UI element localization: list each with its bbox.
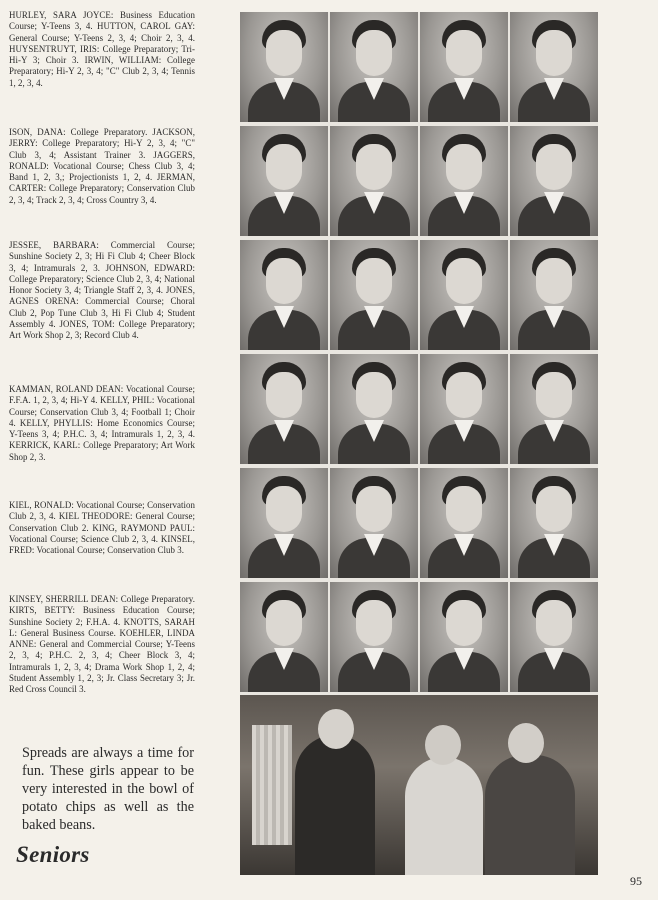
bio-block-6: KINSEY, SHERRILL DEAN: College Preparatory. KIRTS, BETTY: Business Education Course; Sunshine Society 2; F.H.A. 4. KNOTTS, SARAH L: General Business Course. KOEHLER, LINDA ANNE: General and Commercial Course; Y-Teens 2, 3, 4; P.H.C. 2, 3, 4; Cheer Block 3, 4; Intramurals 1, 2, 3, 4; Drama Work Shop 1, 2, 4; Student Assembly 1, 2, 3; Jr. Class Secretary 3; Jr. Red Cross Council 3. xyxy=(9,594,195,695)
student-portrait xyxy=(510,12,598,122)
bio-block-2: ISON, DANA: College Preparatory. JACKSON, JERRY: College Preparatory; Hi-Y 2, 3, 4; "C" Club 3, 4; Assistant Trainer 3. JAGGERS, RONALD: Vocational Course; Chess Club 3, 4; Band 1, 2, 3,; Projectionists 1, 2, 4. JERMAN, CARTER: College Preparatory; Conservation Club 2, 3, 4; Track 2, 3, 4; Cross Country 3, 4. xyxy=(9,127,195,205)
candid-photo xyxy=(240,695,598,875)
student-portrait xyxy=(330,12,418,122)
student-portrait xyxy=(240,240,328,350)
student-portrait xyxy=(330,240,418,350)
student-portrait xyxy=(420,354,508,464)
student-portrait xyxy=(330,468,418,578)
student-portrait xyxy=(330,354,418,464)
student-portrait xyxy=(510,126,598,236)
bio-block-5: KIEL, RONALD: Vocational Course; Conservation Club 2, 3, 4. KIEL THEODORE: General Course; Conservation Club 2. KING, RAYMOND PAUL: Vocational Course; Science Club 2, 3, 4. KINSEL, FRED: Vocational Course; Conservation Club 3. xyxy=(9,500,195,556)
student-portrait xyxy=(510,240,598,350)
portrait-grid xyxy=(240,12,598,696)
student-portrait xyxy=(420,240,508,350)
student-portrait xyxy=(240,354,328,464)
student-portrait xyxy=(510,582,598,692)
section-title: Seniors xyxy=(16,842,90,867)
student-portrait xyxy=(330,582,418,692)
page-number: 95 xyxy=(630,874,642,888)
student-portrait xyxy=(330,126,418,236)
student-portrait xyxy=(420,126,508,236)
bio-block-3: JESSEE, BARBARA: Commercial Course; Sunshine Society 2, 3; Hi Fi Club 4; Cheer Block 3, 4; Intramurals 2, 3. JOHNSON, EDWARD: College Preparatory; Science Club 2, 3, 4; National Honor Society 3, 4; Triangle Staff 2, 3, 4. JONES, AGNES ORENA: Commercial Course; Choral Club 2, Pop Tune Club 3, Hi Fi Club 4; Student Assembly 4. JONES, TOM: College Preparatory; Art Work Shop 2, 3; Record Club 4. xyxy=(9,240,195,341)
student-portrait xyxy=(510,354,598,464)
photo-caption: Spreads are always a time for fun. These girls appear to be very interested in the bowl of potato chips as well as the baked beans. xyxy=(22,745,194,833)
student-portrait xyxy=(240,582,328,692)
student-portrait xyxy=(240,468,328,578)
student-portrait xyxy=(510,468,598,578)
student-portrait xyxy=(420,468,508,578)
student-portrait xyxy=(420,12,508,122)
student-portrait xyxy=(240,12,328,122)
bio-block-4: KAMMAN, ROLAND DEAN: Vocational Course; F.F.A. 1, 2, 3, 4; Hi-Y 4. KELLY, PHIL: Vocational Course; Conservation Club 3, 4; Football 1; Choir 4. KELLY, PHYLLIS: Home Economics Course; Y-Teens 3, 4; P.H.C. 3, 4; Intramurals 1, 2, 3, 4. KERRICK, KARL: College Preparatory; Art Work Shop 2, 3. xyxy=(9,384,195,462)
bio-block-1: HURLEY, SARA JOYCE: Business Education Course; Y-Teens 3, 4. HUTTON, CAROL GAY: General Course; Y-Teens 2, 3, 4; Choir 2, 3, 4. HUYSENTRUYT, IRIS: College Preparatory; Tri-Hi-Y 3; Choir 3. IRWIN, WILLIAM: College Preparatory; Hi-Y 2, 3, 4; "C" Club 2, 3, 4; Tennis 1, 2, 3, 4. xyxy=(9,10,195,88)
student-portrait xyxy=(240,126,328,236)
student-portrait xyxy=(420,582,508,692)
